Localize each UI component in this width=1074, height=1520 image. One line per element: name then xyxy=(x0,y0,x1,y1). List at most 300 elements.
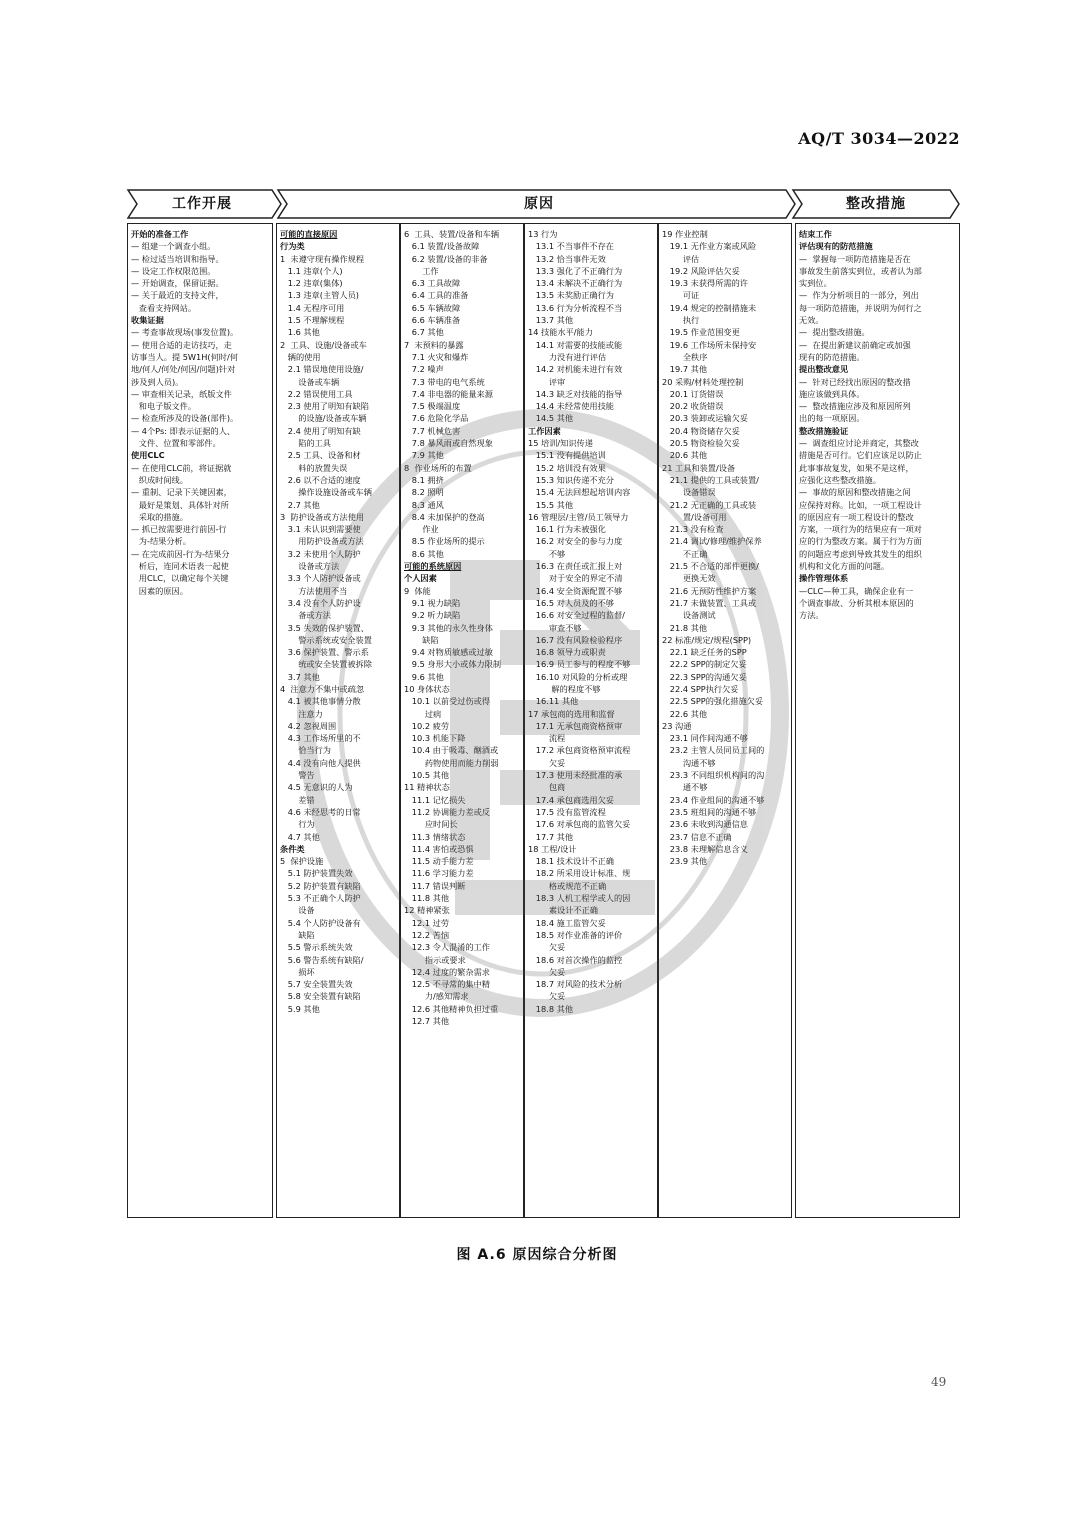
column-line: 14.4 未经常使用技能 xyxy=(528,401,614,412)
column-line: — 提出整改措施。 xyxy=(799,327,870,338)
column-line: 2.1 错误地使用设施/ xyxy=(280,364,364,375)
column-line: 作业 xyxy=(404,524,439,535)
column-line: 11 精神状态 xyxy=(404,782,450,793)
column-line: 19.6 工作场所未保持安 xyxy=(662,339,757,350)
column-line: 织成时间线。 xyxy=(131,474,188,485)
column-line: 最好是策划、具体针对所 xyxy=(131,499,229,510)
column-line: 方法使用不当 xyxy=(280,585,348,596)
column-line: 通不够 xyxy=(662,782,708,793)
column-line: 整改措施验证 xyxy=(799,425,849,436)
column-line: 用CLC，以确定每个关键 xyxy=(131,573,229,584)
column-line: — 审查相关记录，纸版文件 xyxy=(131,388,232,399)
column-line: 21.6 无预防性维护方案 xyxy=(662,585,757,596)
column-line: 的原因应有一项工程设计的整改 xyxy=(799,511,914,522)
column-line: 辆的使用 xyxy=(280,351,321,362)
column-line: 22.5 SPP的强化措施欠妥 xyxy=(662,696,764,707)
column-line: 6.3 工具故障 xyxy=(404,278,461,289)
column-line: 2.3 使用了明知有缺陷 xyxy=(280,401,369,412)
column-line: 12.7 其他 xyxy=(404,1016,450,1026)
column-line: 统或安全装置被拆除 xyxy=(280,659,372,670)
column-line: 包商 xyxy=(528,782,566,793)
column-line: 可能的直接原因 xyxy=(280,229,338,239)
column-line: 5.9 其他 xyxy=(280,1003,320,1014)
column-line: 23.7 信息不正确 xyxy=(662,831,732,842)
cause-label: 原因 xyxy=(524,196,554,212)
column-line: 22.1 缺乏任务的SPP xyxy=(662,647,747,658)
column-line: 21.5 不合适的部件更换/ xyxy=(662,561,759,572)
column-line: 6.5 车辆故障 xyxy=(404,302,461,313)
column-line: 5.4 个人防护设备有 xyxy=(280,917,361,928)
column-line: 4.4 没有向他人提供 xyxy=(280,757,361,768)
column-line: 药物使用而能力削弱 xyxy=(404,757,499,768)
column-line: 7.6 危险化学品 xyxy=(404,413,469,424)
column-line: 10.5 其他 xyxy=(404,770,450,781)
column-line: 差错 xyxy=(280,794,315,805)
column-line: 11.3 情绪状态 xyxy=(404,831,466,842)
fix-label: 整改措施 xyxy=(846,196,906,212)
column-line: 5.3 不正确个人防护 xyxy=(280,893,361,904)
column-line: 10.3 机能下降 xyxy=(404,733,466,744)
column-line: 采取的措施。 xyxy=(131,511,188,522)
column-line: 6.6 车辆准备 xyxy=(404,315,461,326)
column-line: 指示或要求 xyxy=(404,954,466,965)
column-line: 13.2 恰当事件无效 xyxy=(528,253,606,264)
column-line: 18.4 施工监管欠妥 xyxy=(528,917,606,928)
column-line: 使用CLC xyxy=(131,450,165,461)
column-line: 审查不够 xyxy=(528,622,582,633)
column-line: 不够 xyxy=(528,548,566,559)
column-line: 设备测试 xyxy=(662,610,716,621)
column-line: 13 行为 xyxy=(528,229,558,239)
column-line: 9.3 其他的永久性身体 xyxy=(404,622,493,633)
column-line: 11.7 错误判断 xyxy=(404,880,466,891)
column-line: — 检过适当培训和指导。 xyxy=(131,253,224,264)
column-line: 21.7 未做装置、工具或 xyxy=(662,597,757,608)
column-line: 7.9 其他 xyxy=(404,450,444,461)
column-line: 5.7 安全装置失效 xyxy=(280,979,353,990)
column-line: 结束工作 xyxy=(799,229,832,239)
column-line: 因素的原因。 xyxy=(131,585,188,596)
column-line: 2.2 错误使用工具 xyxy=(280,388,353,399)
column-line: 欠妥 xyxy=(528,966,566,977)
column-line: 的设施/设备或车辆 xyxy=(280,413,367,424)
column-line: 11.2 协调能力差或反 xyxy=(404,806,490,817)
column-line: 实到位。 xyxy=(799,278,832,289)
column-line: 3.2 未使用个人防护 xyxy=(280,548,361,559)
column-line: — 抓已按需要进行前因-行 xyxy=(131,524,227,535)
column-line: 6.4 工具的准备 xyxy=(404,290,469,301)
column-line: 12 精神紧张 xyxy=(404,905,450,916)
column-line: 17.4 承包商选用欠妥 xyxy=(528,794,614,805)
column-line: 10.1 以前受过伤或得 xyxy=(404,696,490,707)
column-line: 13.7 其他 xyxy=(528,315,574,326)
column-line: 开始的准备工作 xyxy=(131,229,189,239)
column-line: 21 工具和装置/设备 xyxy=(662,462,736,473)
column-line: 22.3 SPP的沟通欠妥 xyxy=(662,671,747,682)
cause-column-1 xyxy=(276,223,400,1218)
column-line: 5.1 防护装置失效 xyxy=(280,868,353,879)
column-line: 评估现有的防范措施 xyxy=(799,241,873,252)
column-line: 16.11 其他 xyxy=(528,696,579,707)
column-line: 21.3 没有检查 xyxy=(662,524,724,535)
column-line: 1.2 违章(集体) xyxy=(280,278,343,289)
column-line: — 4个Ps: 即表示证据的人、 xyxy=(131,425,236,436)
column-line: 陷的工具 xyxy=(280,438,331,449)
column-line: — 设定工作权限范围。 xyxy=(131,265,216,276)
column-line: 2.6 以不合适的速度 xyxy=(280,474,361,485)
column-line: 3.6 保护装置、警示系 xyxy=(280,647,369,658)
column-line: 7.4 非电器的能量来源 xyxy=(404,388,493,399)
column-line: 23.1 同作间沟通不够 xyxy=(662,733,748,744)
column-line: 3.7 其他 xyxy=(280,671,320,682)
column-line: 15.5 其他 xyxy=(528,499,574,510)
column-line: 机构和文化方面的问题。 xyxy=(799,561,890,572)
column-line: 20.1 订货错误 xyxy=(662,388,724,399)
column-line: 施应该做到具体。 xyxy=(799,388,865,399)
column-line: 21.1 提供的工具或装置/ xyxy=(662,474,759,485)
column-line: 可证 xyxy=(662,290,700,301)
column-line: 17.3 使用未经批准的承 xyxy=(528,770,623,781)
column-line: 地/何人/何处/何因/问题)针对 xyxy=(131,364,236,375)
column-line: 16.10 对风险的分析或理 xyxy=(528,671,628,682)
column-line: 17.2 承包商资格预审流程 xyxy=(528,745,631,756)
column-line: 23.9 其他 xyxy=(662,856,708,867)
column-line: 全秩序 xyxy=(662,351,708,362)
column-line: 15.3 知识传递不充分 xyxy=(528,474,614,485)
column-line: 6 工具、装置/设备和车辆 xyxy=(404,229,500,239)
column-line: 19.7 其他 xyxy=(662,364,708,375)
column-line: 16.6 对安全过程的监督/ xyxy=(528,610,625,621)
column-line: 可能的系统原因 xyxy=(404,561,462,572)
column-line: 16.3 在责任或汇报上对 xyxy=(528,561,623,572)
column-line: 缺陷 xyxy=(404,634,439,645)
column-line: 16.2 对安全的参与力度 xyxy=(528,536,623,547)
column-line: 欠妥 xyxy=(528,942,566,953)
column-line: 8 作业场所的布置 xyxy=(404,462,472,473)
column-line: 方法。 xyxy=(799,610,824,621)
column-line: 7.8 暴风雨或自然现象 xyxy=(404,438,493,449)
column-line: 18.3 人机工程学或人的因 xyxy=(528,893,631,904)
work-label: 工作开展 xyxy=(172,196,232,212)
column-line: 8.3 通风 xyxy=(404,499,444,510)
column-line: 8.6 其他 xyxy=(404,548,444,559)
column-line: 5.2 防护装置有缺陷 xyxy=(280,880,361,891)
column-line: 行为 xyxy=(280,819,315,830)
column-line: 欠妥 xyxy=(528,991,566,1002)
column-line: 7.2 噪声 xyxy=(404,364,444,375)
column-line: 4.7 其他 xyxy=(280,831,320,842)
column-line: 力没有进行评估 xyxy=(528,351,607,362)
column-line: 16.7 没有风险检验程序 xyxy=(528,634,623,645)
column-line: 更换无效 xyxy=(662,573,716,584)
column-line: 7.5 极端温度 xyxy=(404,401,461,412)
column-line: 设备或车辆 xyxy=(280,376,340,387)
column-line: 警示系统或安全装置 xyxy=(280,634,372,645)
column-line: 13.4 未解决不正确行为 xyxy=(528,278,623,289)
column-line: 22.2 SPP的制定欠妥 xyxy=(662,659,747,670)
column-line: 19.1 无作业方案或风险 xyxy=(662,241,757,252)
column-line: 17 承包商的选用和监督 xyxy=(528,708,615,719)
column-line: 10.4 由于吸毒、酗酒或 xyxy=(404,745,499,756)
column-line: — 在提出新建议前确定或加强 xyxy=(799,339,911,350)
column-line: 置/设备可用 xyxy=(662,511,727,522)
column-line: 18 工程/设计 xyxy=(528,843,577,854)
column-line: 评估 xyxy=(662,253,700,264)
column-line: 3.3 个人防护设备或 xyxy=(280,573,361,584)
column-line: 的问题应考虑到导致其发生的组织 xyxy=(799,548,922,559)
column-line: 方案，一项行为的结果应有一项对 xyxy=(799,524,922,535)
column-line: 18.8 其他 xyxy=(528,1003,574,1014)
column-line: 20.4 物资储存欠妥 xyxy=(662,425,740,436)
column-line: 10.2 疲劳 xyxy=(404,720,450,731)
column-line: — 组建一个调查小组。 xyxy=(131,241,216,252)
column-line: 1.1 违章(个人) xyxy=(280,265,343,276)
column-line: 8.2 照明 xyxy=(404,487,444,498)
column-line: 5.5 警示系统失效 xyxy=(280,942,353,953)
column-line: 23.2 主管人员同员工间的 xyxy=(662,745,765,756)
column-line: 个人因素 xyxy=(404,573,437,584)
column-line: 11.1 记忆损失 xyxy=(404,794,466,805)
column-line: 操作管理体系 xyxy=(799,573,849,584)
column-line: — 检查所涉及的设备(部件)。 xyxy=(131,413,239,424)
column-line: 19.4 规定的控制措施未 xyxy=(662,302,757,313)
column-line: 对于安全的界定不清 xyxy=(528,573,623,584)
column-line: 注意力 xyxy=(280,708,323,719)
column-line: 18.1 技术设计不正确 xyxy=(528,856,614,867)
column-line: 10 身体状态 xyxy=(404,683,450,694)
column-line: 设备错误 xyxy=(662,487,716,498)
column-line: 21.2 无正确的工具或装 xyxy=(662,499,757,510)
column-line: — 调查组应讨论并商定，其整改 xyxy=(799,438,919,449)
column-line: 措施是否可行。它们应该足以防止 xyxy=(799,450,922,461)
column-line: 22.6 其他 xyxy=(662,708,708,719)
column-line: 17.1 无承包商资格预审 xyxy=(528,720,623,731)
column-line: 23.3 不同组织机构间的沟 xyxy=(662,770,765,781)
column-line: 8.5 作业场所的提示 xyxy=(404,536,485,547)
column-line: 个调查事故、分析其根本原因的 xyxy=(799,597,914,608)
column-line: 15 培训/知识传递 xyxy=(528,438,593,449)
column-line: 3.4 没有个人防护设 xyxy=(280,597,361,608)
column-line: 11.6 学习能力差 xyxy=(404,868,474,879)
column-line: 20.2 收货错误 xyxy=(662,401,724,412)
column-line: 沟通不够 xyxy=(662,757,716,768)
column-line: 9.4 对物质敏感或过敏 xyxy=(404,647,493,658)
column-line: 20.5 物资检验欠妥 xyxy=(662,438,740,449)
column-line: 无效。 xyxy=(799,315,824,326)
column-line: 评审 xyxy=(528,376,566,387)
column-line: 17.6 对承包商的监管欠妥 xyxy=(528,819,631,830)
column-line: 警告 xyxy=(280,770,315,781)
column-line: 1.4 无程序可用 xyxy=(280,302,345,313)
column-line: 工作 xyxy=(404,265,439,276)
column-line: 16.9 员工参与的程度不够 xyxy=(528,659,631,670)
column-line: 14 技能水平/能力 xyxy=(528,327,593,338)
column-line: 每一项防范措施，并说明为何行之 xyxy=(799,302,922,313)
column-line: 应时间长 xyxy=(404,819,458,830)
column-line: 欠妥 xyxy=(528,757,566,768)
column-line: 12.3 令人混淆的工作 xyxy=(404,942,490,953)
column-line: 5.8 安全装置有缺陷 xyxy=(280,991,361,1002)
column-line: 损坏 xyxy=(280,966,315,977)
column-line: — 关于最近的支持文件， xyxy=(131,290,224,301)
column-line: 4.1 被其他事情分散 xyxy=(280,696,361,707)
column-line: — 作为分析项目的一部分，列出 xyxy=(799,290,919,301)
column-line: 4.6 未经思考的日常 xyxy=(280,806,361,817)
column-line: 13.6 行为分析流程不当 xyxy=(528,302,623,313)
column-line: 19.2 风险评估欠妥 xyxy=(662,265,740,276)
column-line: 设备 xyxy=(280,905,315,916)
column-line: 15.2 培训没有效果 xyxy=(528,462,606,473)
column-line: 提出整改意见 xyxy=(799,364,849,375)
column-line: 3.1 未认识到需要使 xyxy=(280,524,361,535)
column-line: 11.5 动手能力差 xyxy=(404,856,474,867)
column-line: 21.8 其他 xyxy=(662,622,708,633)
column-line: 12.5 不寻常的集中精 xyxy=(404,979,490,990)
column-line: — 事故的原因和整改措施之间 xyxy=(799,487,911,498)
column-line: 3 防护设备或方法使用 xyxy=(280,511,365,522)
column-line: — 使用合适的走访技巧，走 xyxy=(131,339,232,350)
column-line: 用防护设备或方法 xyxy=(280,536,364,547)
column-line: 现有的防范措施。 xyxy=(799,351,865,362)
column-line: 6.7 其他 xyxy=(404,327,444,338)
column-line: 3.5 失效的保护装置、 xyxy=(280,622,369,633)
column-line: 事故发生前落实到位，或者认为部 xyxy=(799,265,922,276)
column-line: 缺陷 xyxy=(280,929,315,940)
column-line: 恰当行为 xyxy=(280,745,331,756)
column-line: 20.3 装卸或运输欠妥 xyxy=(662,413,748,424)
column-line: 4.5 无意识的人为 xyxy=(280,782,353,793)
column-line: 工作因素 xyxy=(528,425,561,436)
column-line: 23.4 作业组间的沟通不够 xyxy=(662,794,765,805)
column-line: 设备或方法 xyxy=(280,561,340,572)
column-line: 12.2 苦恼 xyxy=(404,929,450,940)
column-line: 9 体能 xyxy=(404,585,431,596)
column-line: 1 未遵守现有操作规程 xyxy=(280,253,365,264)
cause-column-2 xyxy=(400,223,524,1218)
column-line: 涉及到人员)。 xyxy=(131,376,184,387)
column-line: 应保持对称。比如，一项工程设计 xyxy=(799,499,922,510)
column-line: 16.5 对人员及的不够 xyxy=(528,597,614,608)
column-line: 18.6 对首次操作的监控 xyxy=(528,954,623,965)
standard-code: AQ/T 3034—2022 xyxy=(798,129,960,148)
column-line: 为-结果分析。 xyxy=(131,536,191,547)
column-line: 18.2 所采用设计标准、规 xyxy=(528,868,631,879)
column-line: 14.3 缺乏对技能的指导 xyxy=(528,388,623,399)
column-line: 4.3 工作场所里的不 xyxy=(280,733,361,744)
column-line: 备或方法 xyxy=(280,610,331,621)
column-line: 2.7 其他 xyxy=(280,499,320,510)
column-line: 16.4 安全资源配置不够 xyxy=(528,585,623,596)
column-line: 23.8 未理解信息含义 xyxy=(662,843,748,854)
column-line: 23.6 未收到沟通信息 xyxy=(662,819,748,830)
column-line: 过病 xyxy=(404,708,442,719)
column-line: 和电子版文件。 xyxy=(131,401,197,412)
column-line: 6.2 装置/设备的非备 xyxy=(404,253,488,264)
column-line: 9.5 身形大小或体力限制 xyxy=(404,659,502,670)
column-line: 2.4 使用了明知有缺 xyxy=(280,425,361,436)
column-line: 条件类 xyxy=(280,843,305,854)
column-line: 23 沟通 xyxy=(662,720,692,731)
column-line: 19.3 未获得所需的许 xyxy=(662,278,748,289)
column-line: 不正确 xyxy=(662,548,708,559)
column-line: 7 末预料的暴露 xyxy=(404,339,464,350)
column-line: 收集证据 xyxy=(131,315,164,326)
column-line: 14.1 对需要的技能或能 xyxy=(528,339,623,350)
column-line: 19.5 作业范围变更 xyxy=(662,327,740,338)
column-line: — 掌握每一项防范措施是否在 xyxy=(799,253,911,264)
column-line: 17.5 没有监管流程 xyxy=(528,806,606,817)
column-line: 执行 xyxy=(662,315,700,326)
column-line: 16 管理层/主管/员工领导力 xyxy=(528,511,629,522)
column-line: 11.4 害怕或恐惧 xyxy=(404,843,474,854)
column-line: 21.4 调试/修理/维护保养 xyxy=(662,536,762,547)
column-line: 18.5 对作业准备的评价 xyxy=(528,929,623,940)
column-line: 22 标准/规定/规程(SPP) xyxy=(662,634,752,645)
cause-column-3 xyxy=(524,223,658,1218)
column-line: 22.4 SPP执行欠妥 xyxy=(662,683,739,694)
column-line: 20.6 其他 xyxy=(662,450,708,461)
column-line: — 重制、记录下关键因素， xyxy=(131,487,232,498)
page-number: 49 xyxy=(931,1375,947,1389)
column-line: 1.6 其他 xyxy=(280,327,320,338)
column-line: 文件、位置和零部件。 xyxy=(131,438,221,449)
column-line: 16.1 行为未被强化 xyxy=(528,524,606,535)
column-line: — 考查事故现场(事发位置)。 xyxy=(131,327,239,338)
column-line: 13.5 未奖励正确行为 xyxy=(528,290,614,301)
column-line: 7.7 机械危害 xyxy=(404,425,461,436)
column-line: 应强化这些整改措施。 xyxy=(799,474,881,485)
column-line: 5.6 警告系统有缺陷/ xyxy=(280,954,364,965)
column-line: 18.7 对风险的技术分析 xyxy=(528,979,623,990)
column-line: 析后，连同术语表一起使 xyxy=(131,561,229,572)
column-line: 16.8 领导力或职责 xyxy=(528,647,606,658)
column-line: 查看支持网站。 xyxy=(131,302,197,313)
column-line: 力/感知需求 xyxy=(404,991,469,1002)
column-line: — 在使用CLC前，将证据就 xyxy=(131,462,232,473)
column-line: 行为类 xyxy=(280,241,305,252)
column-line: — 整改措施应涉及和原因所列 xyxy=(799,401,911,412)
column-line: 解的程度不够 xyxy=(528,683,601,694)
column-line: 4 注意力不集中或疏忽 xyxy=(280,683,365,694)
column-line: 1.3 违章(主管人员) xyxy=(280,290,359,301)
column-line: 15.1 没有提供培训 xyxy=(528,450,606,461)
column-line: 12.1 过劳 xyxy=(404,917,450,928)
column-line: — 开始调查，保留证据。 xyxy=(131,278,224,289)
column-line: 出的每一项原因。 xyxy=(799,413,865,424)
column-line: 15.4 无法回想起培训内容 xyxy=(528,487,631,498)
column-line: 应的行为整改方案。属于行为方面 xyxy=(799,536,922,547)
column-line: 9.6 其他 xyxy=(404,671,444,682)
column-line: 4.2 忽视周围 xyxy=(280,720,337,731)
column-line: 8.1 拥挤 xyxy=(404,474,444,485)
column-line: 7.1 火灾和爆炸 xyxy=(404,351,469,362)
column-line: 此事事故复发，如果不是这样， xyxy=(799,462,914,473)
column-line: 6.1 装置/设备故障 xyxy=(404,241,480,252)
fix-column xyxy=(795,223,960,1218)
column-line: 20 采购/材料处理控制 xyxy=(662,376,744,387)
column-line: 5 保护设施 xyxy=(280,856,324,867)
column-line: 14.5 其他 xyxy=(528,413,574,424)
column-line: — 针对已经找出原因的整改措 xyxy=(799,376,911,387)
column-line: 料的放置失误 xyxy=(280,462,348,473)
column-line: — 在完成前因-行为-结果分 xyxy=(131,548,230,559)
column-line: 14.2 对机能未进行有效 xyxy=(528,364,623,375)
column-line: 9.1 视力缺陷 xyxy=(404,597,461,608)
column-line: 11.8 其他 xyxy=(404,893,450,904)
column-line: 12.4 过度的繁杂需求 xyxy=(404,966,490,977)
column-line: 2 工具、设施/设备或车 xyxy=(280,339,367,350)
column-line: 9.2 听力缺陷 xyxy=(404,610,461,621)
